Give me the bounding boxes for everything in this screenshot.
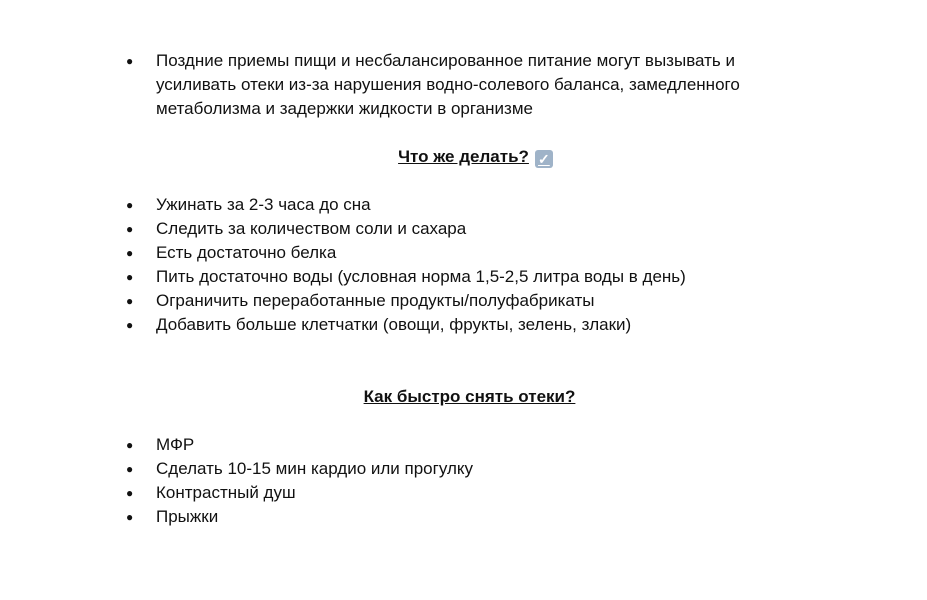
check-box-icon: ✓ [535,150,553,168]
heading-text: Как быстро снять отеки? [363,387,576,406]
intro-line: метаболизма и задержки жидкости в организме [156,99,533,118]
section-heading-quick-relief [6,385,927,409]
list-item: ● Ужинать за 2-3 часа до сна [156,193,371,217]
list-item: ● Сделать 10-15 мин кардио или прогулку [156,457,473,481]
intro-line: ● Поздние приемы пищи и несбалансированное питание могут вызывать и [156,51,735,70]
heading-text: Что же делать? [398,147,529,166]
list-item: ● Контрастный душ [156,481,296,505]
intro-line: усиливать отеки из-за нарушения водно-солевого баланса, замедленного [156,75,740,94]
list-item: ● Есть достаточно белка [156,241,336,265]
list-item: ● Прыжки [156,505,218,529]
list-item: ● Ограничить переработанные продукты/полуфабрикаты [156,289,595,313]
list-item: ● Следить за количеством соли и сахара [156,217,466,241]
intro-bullet [156,49,856,121]
list-item: ● МФР [156,433,194,457]
section-heading-what-to-do [12,145,927,169]
list-item: ● Пить достаточно воды (условная норма 1,5-2,5 литра воды в день) [156,265,686,289]
list-item: ● Добавить больше клетчатки (овощи, фрукты, зелень, злаки) [156,313,631,337]
